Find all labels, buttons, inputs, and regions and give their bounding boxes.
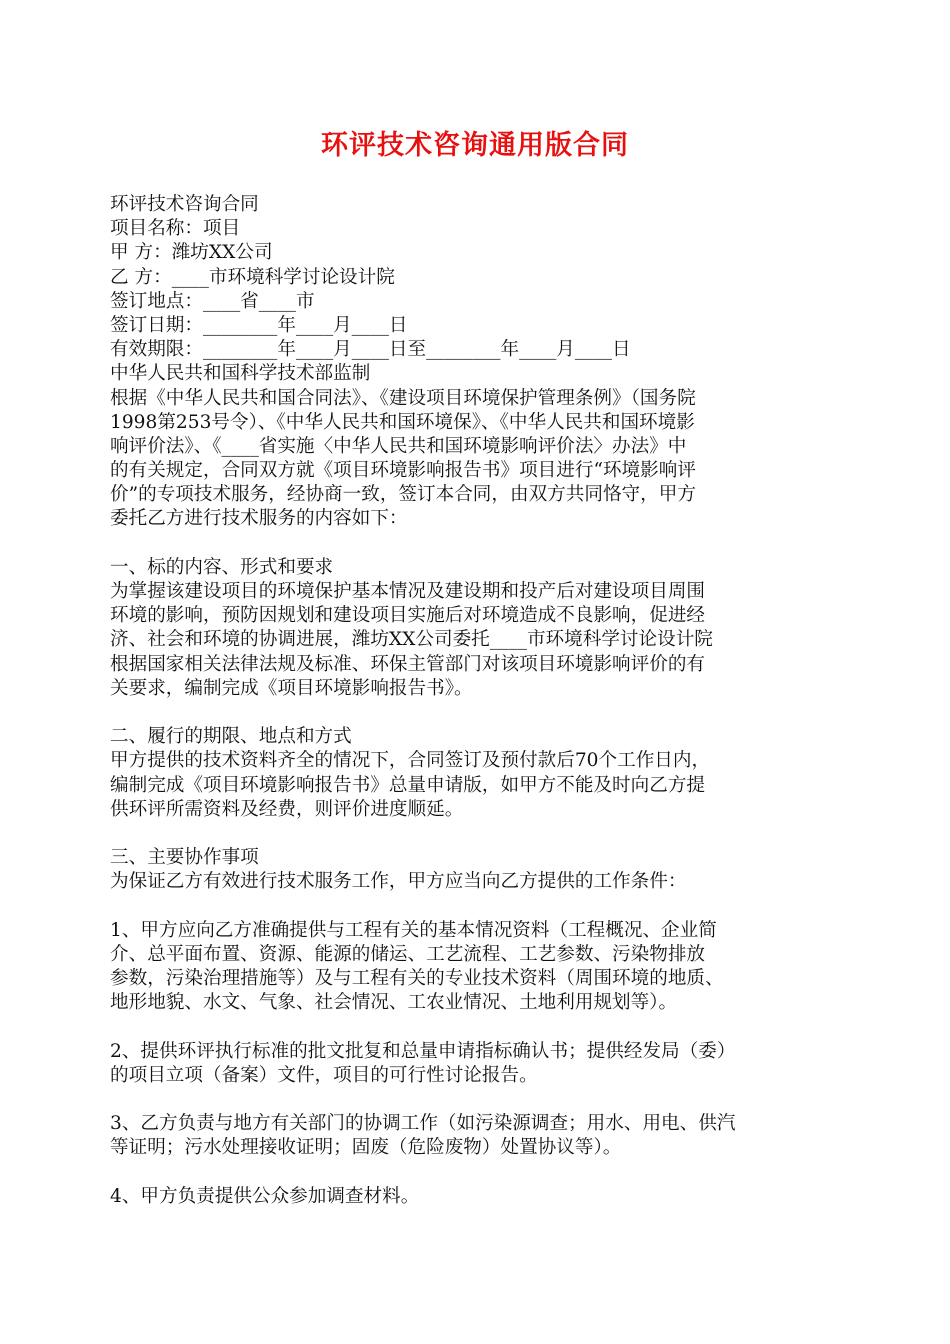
text-line: 1、甲方应向乙方准确提供与工程有关的基本情况资料（工程概况、企业简: [110, 919, 717, 941]
text-line: 有效期限：________年____月____日至________年____月____日: [110, 339, 631, 361]
text-line: 编制完成《项目环境影响报告书》总量申请版，如甲方不能及时向乙方提: [110, 774, 706, 796]
text-line: 1998第253号令）、《中华人民共和国环境保》、《中华人民共和国环境影: [110, 411, 695, 433]
text-line: 济、社会和环境的协调进展，潍坊XX公司委托____市环境科学讨论设计院: [110, 629, 713, 651]
blank-line: [110, 532, 845, 556]
text-line: 三、主要协作事项: [110, 847, 259, 869]
text-line: 为掌握该建设项目的环境保护基本情况及建设期和投产后对建设项目周围: [110, 581, 706, 602]
document-title: 环评技术咨询通用版合同: [321, 130, 629, 161]
blank-line: [110, 894, 845, 918]
text-line: 为保证乙方有效进行技术服务工作，甲方应当向乙方提供的工作条件：: [110, 871, 687, 893]
text-line: 签订地点：____省____市: [110, 290, 315, 312]
text-line: 的有关规定，合同双方就《项目环境影响报告书》项目进行“环境影响评: [110, 460, 696, 482]
text-line: 介、总平面布置、资源、能源的储运、工艺流程、工艺参数、污染物排放: [110, 943, 706, 965]
text-line: 3、乙方负责与地方有关部门的协调工作（如污染源调查；用水、用电、供汽: [110, 1113, 736, 1135]
text-line: 2、提供环评执行标准的批文批复和总量申请指标确认书；提供经发局（委）: [110, 1040, 736, 1062]
text-line: 环境的影响，预防因规划和建设项目实施后对环境造成不良影响，促进经: [110, 605, 706, 627]
document-body: [110, 193, 845, 1209]
text-line: 乙 方：____市环境科学讨论设计院: [110, 266, 395, 288]
text-line: 参数，污染治理措施等）及与工程有关的专业技术资料（周围环境的地质、: [110, 968, 724, 989]
text-line: 甲方提供的技术资料齐全的情况下，合同签订及预付款后70个工作日内，: [110, 750, 711, 772]
text-line: 二、履行的期限、地点和方式: [110, 726, 352, 748]
text-line: 价”的专项技术服务，经协商一致，签订本合同，由双方共同恪守，甲方: [110, 484, 696, 506]
text-line: 供环评所需资料及经费，则评价进度顺延。: [110, 798, 464, 820]
text-line: 等证明；污水处理接收证明；固废（危险废物）处置协议等）。: [110, 1137, 622, 1159]
text-line: 响评价法》、《____省实施〈中华人民共和国环境影响评价法〉办法》中: [110, 435, 687, 457]
blank-line: [110, 1015, 845, 1039]
text-line: 一、标的内容、形式和要求: [110, 556, 334, 578]
text-line: 的项目立项（备案）文件，项目的可行性讨论报告。: [110, 1064, 538, 1086]
text-line: 委托乙方进行技术服务的内容如下：: [110, 508, 408, 530]
text-line: 环评技术咨询合同: [110, 194, 259, 215]
text-line: 地形地貌、水文、气象、社会情况、工农业情况、土地利用规划等）。: [110, 992, 678, 1014]
text-line: 项目名称：项目: [110, 218, 241, 240]
blank-line: [110, 701, 845, 725]
text-line: 根据国家相关法律法规及标准、环保主管部门对该项目环境影响评价的有: [110, 653, 706, 675]
text-line: 甲 方：潍坊XX公司: [110, 242, 273, 264]
blank-line: [110, 822, 845, 846]
text-line: 中华人民共和国科学技术部监制: [110, 363, 371, 385]
text-line: 4、甲方负责提供公众参加调查材料。: [110, 1185, 420, 1207]
text-line: 根据《中华人民共和国合同法》、《建设项目环境保护管理条例》（国务院: [110, 387, 696, 409]
blank-line: [110, 1161, 845, 1185]
blank-line: [110, 1088, 845, 1112]
text-line: 签订日期：________年____月____日: [110, 314, 408, 336]
text-line: 关要求，编制完成《项目环境影响报告书》。: [110, 677, 473, 699]
